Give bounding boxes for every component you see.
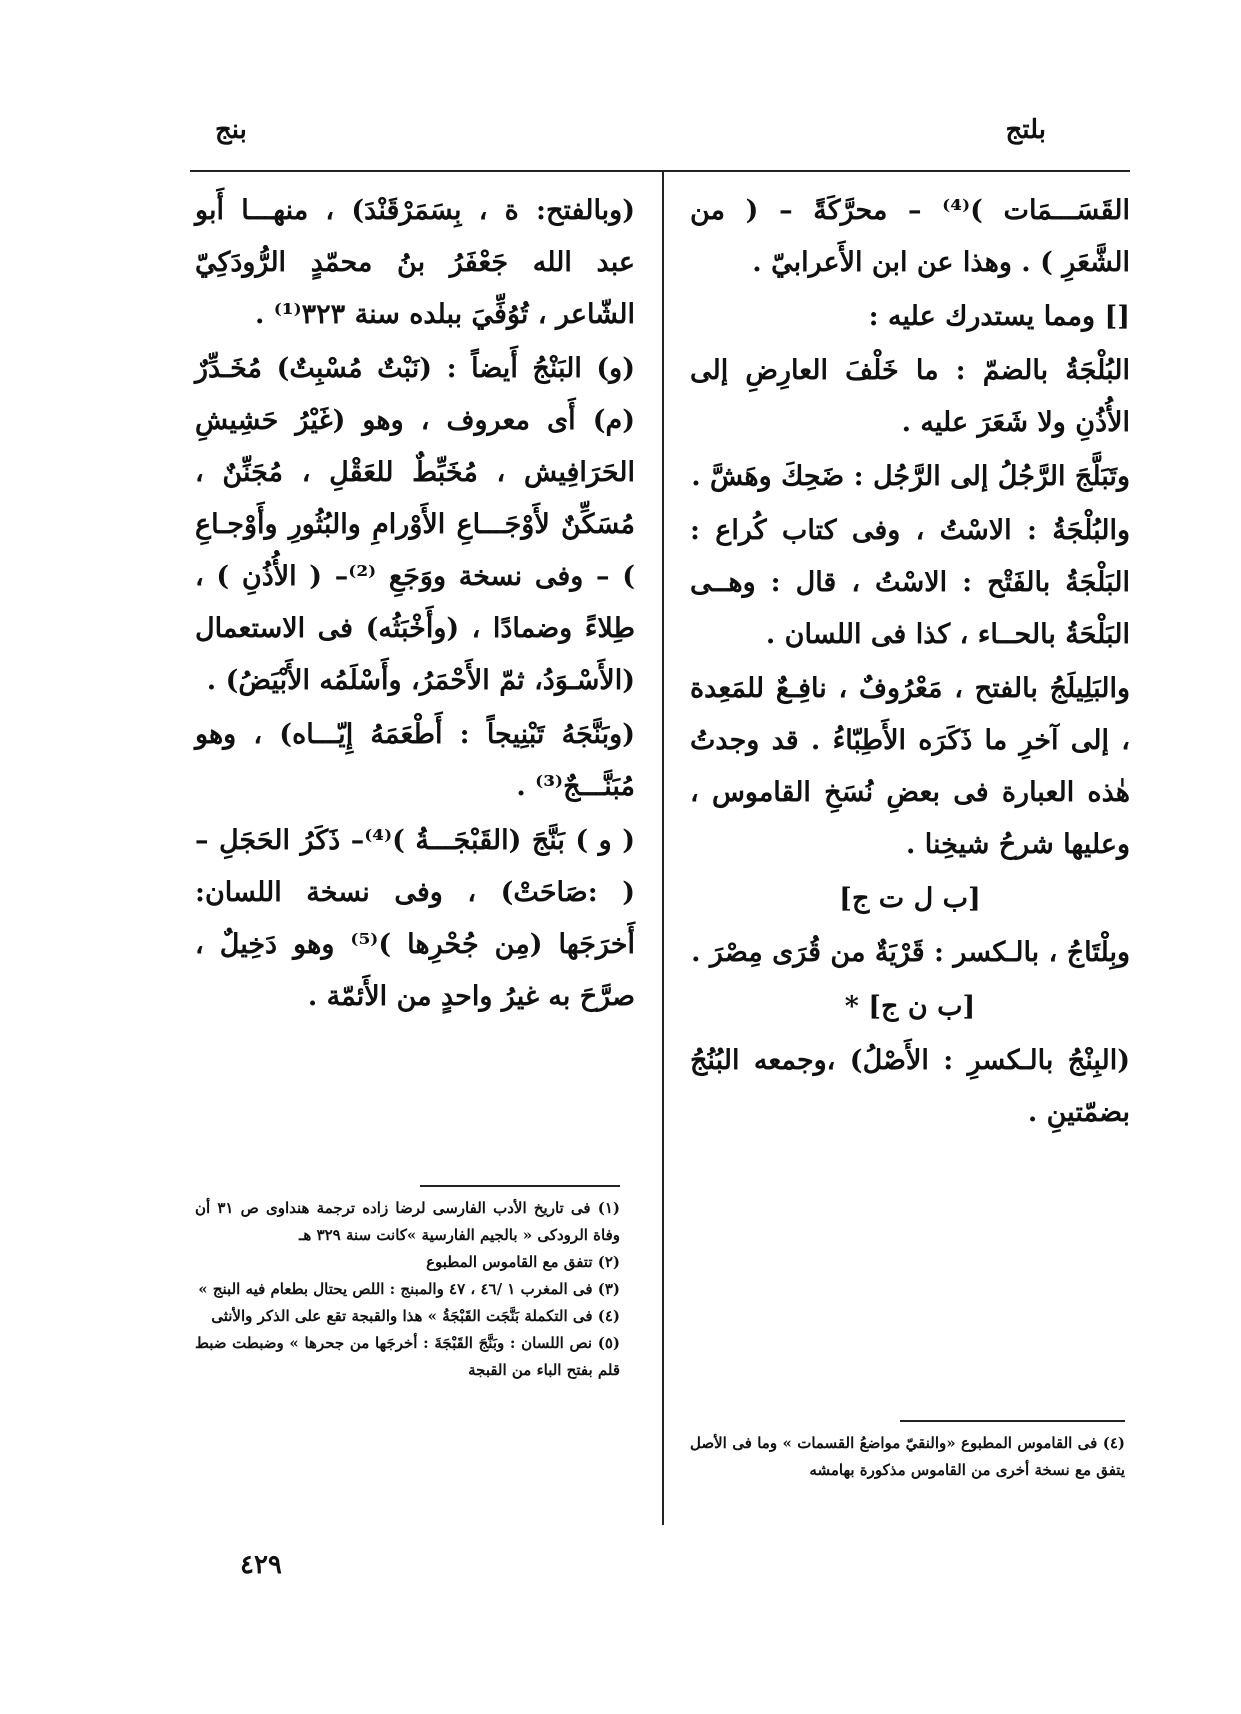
- footnote: (٥) نص اللسان : وبَنَّجَ القَبْجَةَ : أخرجَها من جحرها » وضبطت ضبط قلم بفتح الباء من القبجة: [195, 1334, 620, 1379]
- header-right-word: بلتج: [1005, 115, 1046, 145]
- entry-paragraph: (و) البَنْجُ أَيضاً : (نَبْتٌ مُسْبِتٌ) مُخَـدِّرٌ (م) أَى معروف ، وهو (غَيْرُ حَشِيشِ الحَرَافِيش ، مُخَبِّطٌ للعَقْلِ ، مُجَنِّنٌ ، مُسَكِّنٌ لأَوْجَـــاعِ الأَوْرامِ والبُثُورِ وأَوْجـاعِ ) – وفى نسخة ووَجَعِ ⁽²⁾– ( الأُذُنِ ) ، طِلاءً وضمادًا ، (وأَخْبَثُه) فى الاستعمال (الأَسْـوَدُ، ثمّ الأَحْمَرُ، وأَسْلَمُه الأَبْيَضُ) .: [195, 353, 635, 696]
- right-footnotes: [690, 1430, 1125, 1484]
- footnote: (٢) تتفق مع القاموس المطبوع: [426, 1253, 620, 1271]
- entry-paragraph: (البِنْجُ بالـكسرِ : الأَصْلُ) ،وجمعه البُنُجُ بضمّتينِ .: [690, 1045, 1130, 1128]
- footnote: (١) فى تاريخ الأدب الفارسى لرضا زاده ترجمة هنداوى ص ٣١ أن وفاة الرودكى « بالجيم الفارسية »كانت سنة ٣٢٩ هـ: [195, 1199, 620, 1244]
- entry-paragraph: (وبالفتح: ة ، بِسَمَرْقَنْدَ) ، منهـــا أَبو عبد الله جَعْفَرُ بنُ محمّدٍ الرُّودَكِيّ الشّاعر ، تُوُفِّيَ ببلده سنة ٣٢٣⁽¹⁾ .: [195, 195, 635, 330]
- entry-paragraph: القَسَـــمَات )⁽⁴⁾ – محرَّكَةً – ( من الشَّعَرِ ) . وهذا عن ابن الأَعرابيّ .: [690, 195, 1130, 278]
- left-column: [195, 185, 635, 1025]
- entry-paragraph: (وبَنَّجَهُ تَبْنِيجاً : أَطْعَمَهُ إِيّـــاه) ، وهو مُبَنَّـــجٌ⁽³⁾ .: [195, 719, 635, 802]
- entry-paragraph: وبِلْتَاجُ ، بالـكسر : قَرْيَةٌ من قُرَى مِصْرَ .: [691, 937, 1130, 968]
- header-left-word: بنج: [215, 115, 247, 145]
- root-heading-bnj: [ب ن ج] *: [844, 991, 976, 1022]
- footnote: (٣) فى المغرب ١ /٤٦ ، ٤٧ والمبنج : اللص يحتال بطعام فيه البنج »: [198, 1280, 620, 1298]
- footnote-rule-right: [900, 1420, 1125, 1422]
- footnote-rule-left: [420, 1185, 620, 1187]
- right-column: [690, 185, 1130, 1141]
- entry-paragraph: ( و ) بَنَّجَ (القَبْجَـــةُ )⁽⁴⁾– ذَكَرُ الحَجَلِ – ( :صَاحَتْ) ، وفى نسخة اللسان: أَخرَجَها (مِن جُحْرِها )⁽⁵⁾ وهو دَخِيلٌ ، صرَّحَ به غيرُ واحدٍ من الأَئمّة .: [195, 825, 635, 1012]
- footnote: (٤) فى التكملة بَنَّجَت القَبْجَةُ » هذا والقبجة تقع على الذكر والأنثى: [211, 1307, 620, 1325]
- entry-paragraph: والبَلِيلَجُ بالفتح ، مَعْرُوفٌ ، نافِـعٌ للمَعِدة ، إلى آخرِ ما ذَكَرَه الأَطِبّاءُ . قد وجدتُ هٰذه العبارة فى بعضِ نُسَخِ القاموس ، وعليها شرحُ شيخِنا .: [690, 673, 1130, 860]
- entry-paragraph: والبُلْجَةُ : الاسْتُ ، وفى كتاب كُراع : البَلْجَةُ بالفَتْح : الاسْتُ ، قال : وهــى البَلْحَةُ بالحــاء ، كذا فى اللسان .: [690, 515, 1130, 650]
- entry-paragraph: وتَبَلَّجَ الرَّجُلُ إلى الرَّجُل : ضَحِكَ وهَشَّ .: [691, 461, 1130, 492]
- root-heading-blt: [ب ل ت ج]: [839, 883, 981, 914]
- header-rule: [190, 170, 1130, 172]
- page-number: ٤٢٩: [240, 1550, 282, 1580]
- entry-paragraph: [] ومما يستدرك عليه :: [868, 301, 1130, 332]
- entry-paragraph: البُلْجَةُ بالضمّ : ما خَلْفَ العارِضِ إلى الأُذُنِ ولا شَعَرَ عليه .: [690, 355, 1130, 438]
- footnote: (٤) فى القاموس المطبوع «والنقيّ مواضعُ القسمات » وما فى الأصل يتفق مع نسخة أخرى من القاموس مذكورة بهامشه: [690, 1434, 1125, 1479]
- left-footnotes: [195, 1195, 620, 1384]
- column-divider: [662, 170, 664, 1525]
